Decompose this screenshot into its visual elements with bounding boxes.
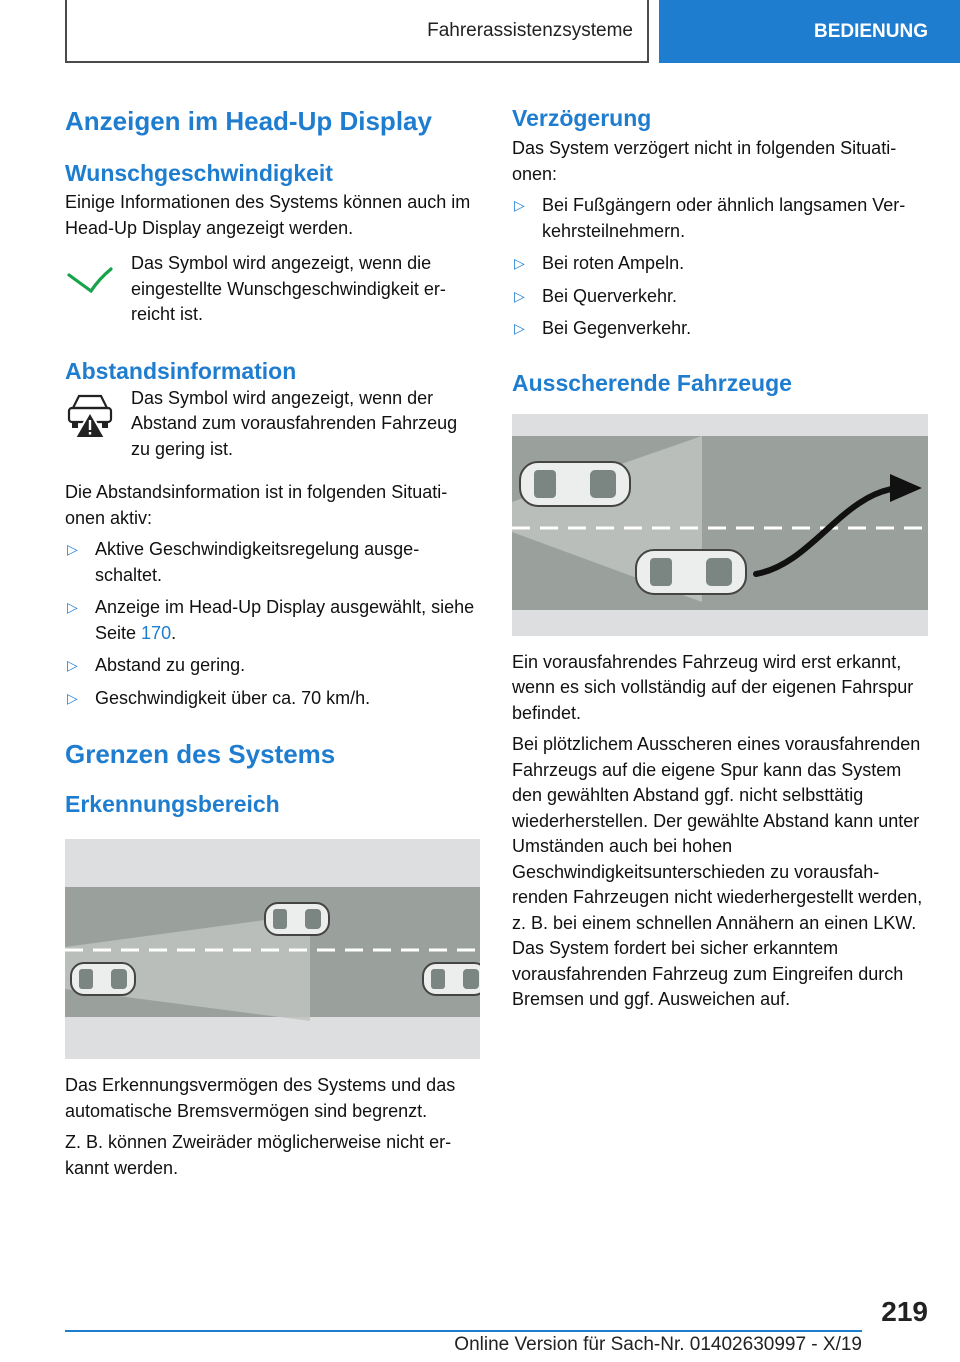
paragraph-aussch-1: Ein vorausfahrendes Fahrzeug wird erst erkannt, wenn es sich vollständig auf der eigenen Fahrspur befindet. (512, 651, 914, 723)
list-item: ▷ Bei roten Ampeln. (514, 253, 685, 273)
distance-warning-icon (65, 390, 115, 442)
footer-online-version: Online Version für Sach-Nr. 01402630997 - X/19 (454, 1334, 862, 1355)
paragraph-wunsch: Einige Informationen des Systems können auch im Head-Up Display angezeigt werden. (65, 192, 471, 238)
paragraph-abstand-active: Die Abstandsinformation ist in folgenden Situationen aktiv: (65, 482, 448, 528)
paragraph-aussch-2: Bei plötzlichem Ausscheren eines vorausfahrenden Fahrzeugs auf die eigene Spur kann das System den gewählten Abstand ggf. nicht selbsttätig wiederherstellen. Der gewählte Abstand kann unter Umständen auch bei hohen Geschwindigkeitsunterschieden zu vorausfahrenden Fahrzeugen nicht wiederhergestellt werden, z. B. bei einem schnellen Annähern an einen LKW. Das System fordert bei sicher erkanntem vorausfahrenden Fahrzeug zum Eingreifen durch Bremsen und ggf. Ausweichen auf. (512, 734, 923, 1009)
list-item: ▷ Anzeige im Head-Up Display ausgewählt, siehe Seite 170. (67, 597, 475, 643)
heading-verzoegerung: Verzögerung (512, 105, 652, 131)
detection-range-figure (65, 839, 480, 1059)
heading-abstandsinformation: Abstandsinformation (65, 357, 297, 384)
paragraph-abstand-icon: Das Symbol wird angezeigt, wenn der Abstand zum vorausfahrenden Fahrzeug zu gering ist. (131, 387, 458, 459)
right-column (512, 100, 928, 1013)
footer-divider (65, 1330, 862, 1332)
list-verz (512, 193, 928, 342)
paragraph-erkennung-2: Z. B. können Zweiräder möglicherweise nicht erkannt werden. (65, 1132, 452, 1178)
list-item: ▷ Abstand zu gering. (67, 655, 246, 675)
paragraph-erkennung-1: Das Erkennungsvermögen des Systems und das automatische Bremsvermögen sind begrenzt. (65, 1075, 456, 1121)
heading-headup-display: Anzeigen im Head-Up Display (65, 106, 432, 136)
page-number: 219 (881, 1296, 928, 1327)
heading-grenzen: Grenzen des Systems (65, 739, 336, 769)
paragraph-wunsch-icon: Das Symbol wird angezeigt, wenn die eingestellte Wunschgeschwindigkeit erreicht ist. (131, 253, 446, 324)
page-link[interactable]: 170 (141, 622, 172, 643)
heading-wunschgeschwindigkeit: Wunschgeschwindigkeit (65, 160, 333, 186)
list-abstand (65, 537, 480, 711)
header-chapter-tab: BEDIENUNG (659, 0, 960, 63)
list-item: ▷ Aktive Geschwindigkeitsregelung ausgeschaltet. (67, 539, 420, 585)
list-item: ▷ Bei Querverkehr. (514, 285, 678, 306)
left-column (65, 100, 480, 1181)
cut-in-vehicles-figure (512, 414, 928, 636)
paragraph-verz: Das System verzögert nicht in folgenden Situationen: (512, 138, 897, 184)
wunsch-icon-row (65, 251, 480, 328)
list-item: ▷ Bei Gegenverkehr. (514, 318, 692, 338)
header-section: Fahrerassistenzsysteme (65, 0, 649, 63)
abstand-icon-row (65, 386, 480, 463)
list-item: ▷ Geschwindigkeit über ca. 70 km/h. (67, 687, 371, 708)
heading-erkennungsbereich: Erkennungsbereich (65, 791, 280, 817)
heading-ausscherende-fahrzeuge: Ausscherende Fahrzeuge (512, 369, 792, 396)
list-item: ▷ Bei Fußgängern oder ähnlich langsamen Verkehrsteilnehmern. (514, 195, 906, 241)
speed-reached-icon (65, 259, 113, 299)
